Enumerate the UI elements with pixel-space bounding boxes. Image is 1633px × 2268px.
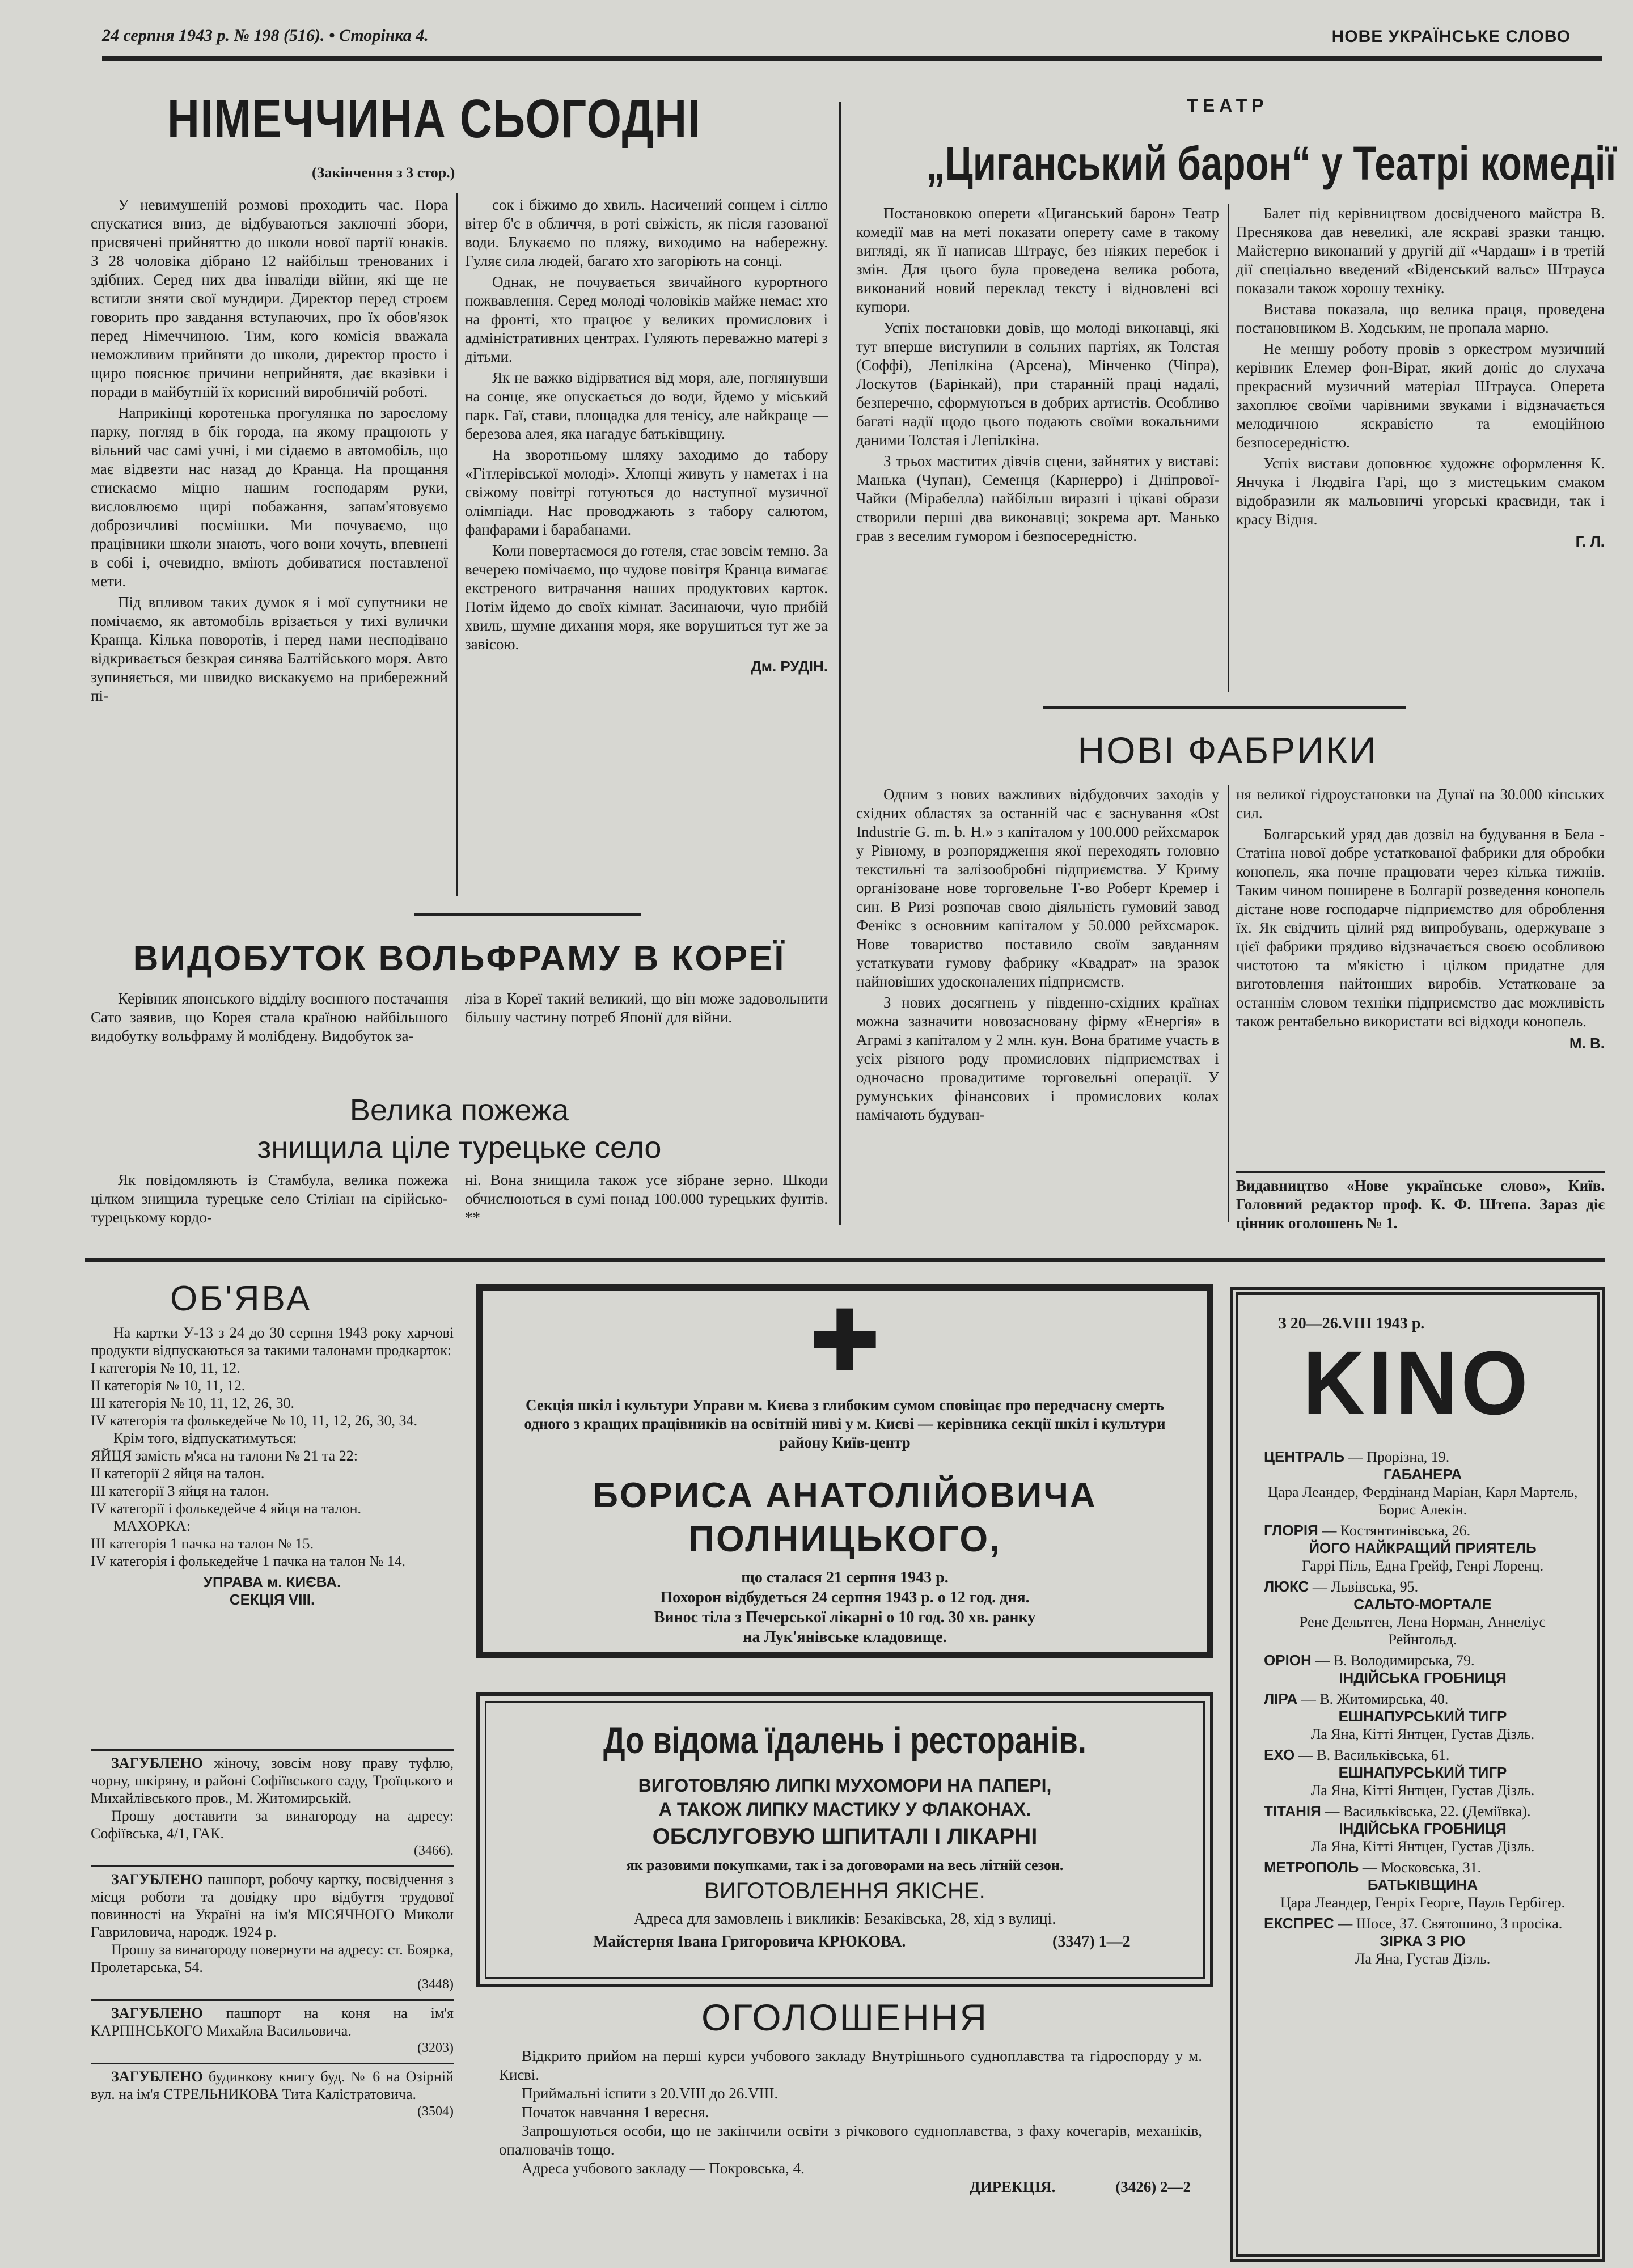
notice-line: На картки У-13 з 24 до 30 серпня 1943 року харчові продукти відпускаються за такими талонами продкарток: [91, 1325, 454, 1359]
lost-lead: ЗАГУБЛЕНО [111, 2068, 203, 2085]
cinema-addr: — Московська, 31. [1359, 1859, 1482, 1876]
lost-code: (3448) [417, 1977, 454, 1992]
cinema-name: ТІТАНІЯ [1264, 1802, 1321, 1820]
cinema-addr: — Львівська, 95. [1309, 1579, 1419, 1595]
film-title: ІНДІЙСЬКА ГРОБНИЦЯ [1339, 1669, 1507, 1686]
notice-line: ІV категорії і фолькедейче 4 яйця на талон. [91, 1500, 362, 1517]
paragraph: Вистава показала, що велика праця, проведена постановником В. Ходським, не пропала марно. [1236, 301, 1605, 336]
center-divider [839, 102, 841, 1225]
obituary-text: Секція шкіл і культури Управи м. Києва з глибоким сумом сповіщає про передчасну смерть одного з кращих працівників на освітній ниві у м. Києві — керівника секції шкіл і культури району Київ-центр [524, 1397, 1166, 1451]
cinema-name: ОРІОН [1264, 1652, 1312, 1669]
notice-line: ІV категорія та фолькедейче № 10, 11, 12, 26, 30, 34. [91, 1412, 418, 1429]
factories-col1 [856, 785, 1219, 1127]
theatre-title: „Циганський барон“ у Театрі комедії [926, 137, 1617, 190]
lost-text: будинкову книгу буд. № 6 на Озірній вул. на ім'я СТРЕЛЬНИКОВА Тита Калістратовича. [91, 2068, 454, 2102]
kino-listing [1264, 1448, 1581, 1967]
cinema-name: ЛЮКС [1264, 1578, 1309, 1595]
factories-title: НОВІ ФАБРИКИ [1077, 729, 1378, 771]
signature: Г. Л. [1575, 533, 1605, 550]
middle-rule [85, 1258, 1605, 1262]
film-cast: Цара Леандер, Генріх Георге, Пауль Гербігер. [1280, 1894, 1566, 1911]
notice-title: ОБ'ЯВА [170, 1279, 312, 1318]
paragraph: ліза в Кореї такий великий, що він може задовольнити більшу частину потреб Японії для війни. [465, 990, 828, 1026]
fire-title-line2: знищила ціле турецьке село [257, 1131, 662, 1165]
cinema-addr: — В. Житомирська, 40. [1297, 1691, 1449, 1707]
notice-line: ІІІ категорія 1 пачка на талон № 15. [91, 1535, 314, 1552]
film-cast: Ла Яна, Кітті Янтцен, Густав Дізль. [1310, 1838, 1535, 1855]
announce-line: Початок навчання 1 вересня. [522, 2104, 709, 2121]
paragraph: На зворотньому шляху заходимо до табору «Гітлерівської молоді». Хлопці живуть у наметах і на свіжому повітрі готуються до наступної музичної олімпіади. Нас проводжають з табору салютом, фанфарами і барабанами. [465, 446, 828, 538]
cinema-addr: — Костянтинівська, 26. [1318, 1522, 1471, 1539]
ad-line: як разовими покупками, так і за договорами на весь літній сезон. [626, 1857, 1064, 1873]
column-rule [1228, 785, 1229, 1222]
kino-box [1230, 1287, 1605, 2262]
film-cast: Цара Леандер, Фердінанд Маріан, Карл Мартель, Борис Алекін. [1267, 1484, 1578, 1518]
wolfram-col1 [91, 989, 448, 1048]
announce-body [499, 2047, 1202, 2197]
lost-code: (3203) [417, 2041, 454, 2055]
fire-col2 [465, 1171, 828, 1229]
notice-line: ІІ категорії 2 яйця на талон. [91, 1465, 265, 1482]
paragraph: Успіх вистави доповнює художнє оформлення К. Янчука і Людвіга Гарі, що з мистецьким смаком відобразили як мальовничі угорські краєвиди, так і красу Відня. [1236, 455, 1605, 528]
film-cast: Ла Яна, Кітті Янтцен, Густав Дізль. [1310, 1726, 1535, 1742]
announce-sign-row [499, 2178, 1202, 2197]
notice-line: МАХОРКА: [113, 1518, 191, 1534]
paragraph: Керівник японського відділу воєнного постачання Сато заявив, що Корея стала країною найбільшого видобутку вольфраму й молібдену. Видобуток за- [91, 990, 448, 1044]
masthead: НОВЕ УКРАЇНСЬКЕ СЛОВО [1331, 27, 1571, 46]
cinema-name: ЦЕНТРАЛЬ [1264, 1448, 1345, 1465]
obituary-name1: БОРИСА АНАТОЛІЙОВИЧА [593, 1476, 1097, 1515]
issue-line: 24 серпня 1943 р. № 198 (516). • Сторінка 4. [102, 26, 429, 45]
ad-line: Адреса для замовлень і викликів: Безаківська, 28, хід з вулиці. [633, 1910, 1056, 1928]
lost-lead: ЗАГУБЛЕНО [111, 2005, 203, 2021]
lost-lead: ЗАГУБЛЕНО [111, 1871, 203, 1888]
film-cast: Гаррі Піль, Една Грейф, Генрі Лоренц. [1301, 1558, 1544, 1574]
paragraph: Під впливом таких думок я і мої супутники не помічаємо, як автомобіль врізається у тихі вулички Кранца. Кілька поворотів, і перед нами несподівано відкривається безкрая синява Балтійського моря. Авто зупиняється, ми швидко вискакуємо на прибережний пі- [91, 594, 448, 704]
publisher-rule [1236, 1171, 1605, 1173]
film-cast: Рене Дельтген, Лена Норман, Аннеліус Рейнгольд. [1299, 1614, 1546, 1648]
paragraph: Як повідомляють із Стамбула, велика пожежа цілком знищила турецьке село Стіліан на сірійсько-турецькому кордо- [91, 1171, 448, 1226]
paragraph: З нових досягнень у південно-східних країнах можна зазначити новозасновану фірму «Енергія» в Аграмі з капіталом у 2 млн. кун. Вона братиме участь в усіх різного роду промислових підприємствах і одночасно провадитиме торговельні операції. У румунських фінансових і промислових колах намічають будуван- [856, 994, 1219, 1123]
germany-subtitle: (Закінчення з 3 стор.) [312, 164, 455, 181]
cinema-entry [1264, 1746, 1581, 1799]
obituary-date: що сталася 21 серпня 1943 р. [741, 1569, 949, 1586]
paragraph: сок і біжимо до хвиль. Насичений сонцем і сіллю вітер б'є в обличчя, в роті свіжість, як після газованої води. Блукаємо по пляжу, виходимо на набережну. Гуляє сила людей, багато хто загоріють на сонці. [465, 196, 828, 269]
cinema-name: ЛІРА [1264, 1690, 1298, 1707]
lost-item [91, 2063, 454, 2121]
signature: Дм. РУДІН. [751, 658, 828, 675]
cinema-name: ЕКСПРЕС [1264, 1915, 1334, 1932]
paragraph: Наприкінці коротенька прогулянка по зарослому парку, погляд в бік города, на якому працюють у вільний час самі учні, і ми сідаємо в автомобіль, що має відвезти нас назад до Кранца. На прощання стискаємо міцно нашим господарям руки, висловлюємо щирі побажання, запам'ятовуємо доброзичливі посмішки. Ми почуваємо, що працівники школи знають, чого вони хочуть, впевнені в собі і, очевидно, вміють добиватися поставленої мети. [91, 404, 448, 590]
germany-title: НІМЕЧЧИНА СЬОГОДНІ [167, 88, 701, 149]
paragraph: ня великої гідроустановки на Дунаї на 30.000 кінських сил. [1236, 786, 1605, 822]
publisher-text: Видавництво «Нове українське слово», Київ. Головний редактор проф. К. Ф. Штепа. Зараз діє цінник оголошень № 1. [1236, 1177, 1605, 1232]
cinema-entry [1264, 1578, 1581, 1648]
paragraph: З трьох маститих дівчів сцени, зайнятих у виставі: Манька (Чупан), Семенця (Карнерро) і Дніпрової-Чайки (Мірабелла) найбільш виразні і цікаві образи створили перші два виконавці; зокрема арт. Манько грав з веселим гумором і безпосередністю. [856, 452, 1219, 544]
film-title: ІНДІЙСЬКА ГРОБНИЦЯ [1339, 1820, 1507, 1837]
paragraph: Однак, не почувається звичайного курортного пожвавлення. Серед молоді чоловіків майже немає: хто на фронті, хто працює у великих промислових і адміністративних центрах. Гуляють переважно матері з дітьми. [465, 273, 828, 365]
cinema-name: ГЛОРІЯ [1264, 1522, 1318, 1539]
lost-items [91, 1749, 454, 2121]
wolfram-title: ВИДОБУТОК ВОЛЬФРАМУ В КОРЕЇ [133, 939, 786, 978]
lost-lead: ЗАГУБЛЕНО [111, 1755, 203, 1771]
factories-col2 [1236, 785, 1605, 1053]
paragraph: Коли повертаємося до готеля, стає зовсім темно. За вечерею помічаємо, що чудове повітря Кранца вимагає екстреного витрачання наших продуктових карток. Потім йдемо до своїх кімнат. Засинаючи, чую прибій хвиль, шумне дихання моря, яке ворушиться тут же за завісою. [465, 542, 828, 653]
lost-code: (3466). [414, 1843, 454, 1858]
notice-line: ІІ категорія № 10, 11, 12. [91, 1377, 246, 1394]
paragraph: Успіх постановки довів, що молоді виконавці, які тут вперше виступили в сольних партіях, як Толстая (Соффі), Лепілкіна (Арсена), Мінченко (Чіпра), Лоскутов (Барінкай), при старанній праці надалі, безперечно, сформуються в добрих артистів. Особливо багаті надії щодо цього подають своїми вокальними даними Толстая і Лепілкіна. [856, 319, 1219, 448]
film-title: ЕШНАПУРСЬКИЙ ТИГР [1338, 1764, 1507, 1781]
signature: М. В. [1569, 1035, 1605, 1052]
notice-line: ІV категорія і фолькедейче 1 пачка на талон № 14. [91, 1553, 406, 1569]
fire-title-line1: Велика пожежа [349, 1093, 569, 1127]
page-header [102, 24, 1576, 52]
film-title: ГАБАНЕРА [1383, 1466, 1462, 1483]
notice-line: Крім того, відпускатимуться: [113, 1430, 297, 1446]
lost-item [91, 1865, 454, 1994]
cinema-addr: — Шосе, 37. Святошино, 3 просіка. [1334, 1915, 1563, 1932]
film-title: ЗІРКА З РІО [1380, 1932, 1466, 1949]
lost-extra: Прошу доставити за винагороду на адресу: Софіївська, 4/1, ГАК. [91, 1808, 454, 1842]
film-title: ЕШНАПУРСЬКИЙ ТИГР [1338, 1708, 1507, 1725]
ad-line: Майстерня Івана Григоровича КРЮКОВА. [593, 1933, 906, 1950]
cinema-entry [1264, 1690, 1581, 1743]
cinema-entry [1264, 1448, 1581, 1518]
cinema-name: МЕТРОПОЛЬ [1264, 1859, 1359, 1876]
obituary-funeral1: Похорон відбудеться 24 серпня 1943 р. о 12 год. дня. [660, 1589, 1030, 1606]
publisher-note [1236, 1177, 1605, 1235]
lost-extra: Прошу за винагороду повернути на адресу: ст. Боярка, Пролетарська, 54. [91, 1941, 454, 1975]
film-cast: Ла Яна, Густав Дізль. [1355, 1950, 1491, 1967]
germany-col1 [91, 196, 448, 708]
obituary-funeral2: Винос тіла з Печерської лікарні о 10 год. 30 хв. ранку [654, 1609, 1036, 1626]
cinema-entry [1264, 1802, 1581, 1855]
kino-logo: KINO [1302, 1332, 1532, 1433]
ad-line: ВИГОТОВЛЯЮ ЛИПКІ МУХОМОРИ НА ПАПЕРІ, [638, 1775, 1052, 1796]
cinema-addr: — Васильківська, 22. (Деміївка). [1321, 1803, 1531, 1820]
restaurant-ad [476, 1692, 1213, 1987]
announce-code: (3426) 2—2 [1115, 2178, 1191, 2195]
announce-line: Запрошуються особи, що не закінчили освіти з річкового судноплавства, з фаху кочегарів, механіків, опалювачів тощо. [499, 2122, 1202, 2158]
lost-item [91, 1999, 454, 2057]
notice-line: ЯЙЦЯ замість м'яса на талони № 21 та 22: [91, 1448, 358, 1464]
film-cast: Ла Яна, Кітті Янтцен, Густав Дізль. [1310, 1782, 1535, 1799]
paragraph: Балет під керівництвом досвідченого майстра В. Преснякова дав невеликі, але яскраві зразки танцю. Майстерно виконаний у другій дії «Чардаш» і в третій дії спеціально введений «Віденський вальс» Штрауса показали також хорошу техніку. [1236, 205, 1605, 297]
cinema-addr: — В. Васильківська, 61. [1294, 1747, 1450, 1763]
notice-sign1: УПРАВА м. КИЄВА. [203, 1573, 341, 1590]
germany-col2 [465, 196, 828, 676]
paragraph: Не меншу роботу провів з оркестром музичний керівник Елемер фон-Вірат, який доніс до слухача прекрасний музичний матеріал Штрауса. Оперета захоплює своїми чарівними звуками і відзначається мелодичною яскравістю та емоційною безпосередністю. [1236, 340, 1605, 451]
fire-col1 [91, 1171, 448, 1229]
announce-line: Приймальні іспити з 20.VІІІ до 26.VІІІ. [522, 2085, 779, 2102]
obituary-box [476, 1284, 1213, 1658]
ad-line: ОБСЛУГОВУЮ ШПИТАЛІ І ЛІКАРНІ [652, 1824, 1038, 1849]
film-title: ЙОГО НАЙКРАЩИЙ ПРИЯТЕЛЬ [1309, 1539, 1537, 1556]
cinema-addr: — В. Володимирська, 79. [1311, 1652, 1475, 1669]
header-rule [102, 56, 1602, 61]
theatre-col2 [1236, 204, 1605, 551]
paragraph: У невимушеній розмові проходить час. Пора спускатися вниз, де відбуваються заключні збори, присвячені прийняттю до школи нової партії юнаків. З 28 чоловіка дібрано 12 найбільш тренованих і здібних. Серед них два інваліди війни, які ще не встигли зняти свої мундири. Директор перед строєм говорить про завдання вступаючих, про їх обов'язок перед Німеччиною. Тим, кого комісія вважала неможливим прийняти до школи, директор просто і щиро пояснює причини неприйнятя, дає вказівки і поради в майбутній їх корисний виробничій роботі. [91, 196, 448, 400]
notice-line: ІІІ категорія № 10, 11, 12, 26, 30. [91, 1395, 295, 1411]
announce-line: Відкрито прийом на перші курси учбового закладу Внутрішнього судноплавства та гідроспорду у м. Києві. [499, 2047, 1202, 2083]
column-rule [456, 193, 458, 896]
ad-line: А ТАКОЖ ЛИПКУ МАСТИКУ У ФЛАКОНАХ. [658, 1799, 1031, 1820]
theatre-kicker: ТЕАТР [1187, 95, 1268, 116]
column-rule [1228, 204, 1229, 692]
paragraph: ні. Вона знищила також усе зібране зерно. Шкоди обчислюються в сумі понад 100.000 турецьких фунтів. ** [465, 1171, 828, 1226]
paragraph: Як не важко відірватися від моря, але, поглянувши на сонце, яке опускається до води, йдемо у міський парк. Гаї, стави, площадка для тенісу, але найкраще — березова алея, яка нагадує батьківщину. [465, 369, 828, 442]
cinema-name: ЕХО [1264, 1746, 1295, 1763]
notice-sign2: СЕКЦІЯ VІІІ. [229, 1591, 315, 1608]
lost-item [91, 1749, 454, 1860]
film-title: САЛЬТО-МОРТАЛЕ [1353, 1596, 1492, 1613]
paragraph: Постановкою оперети «Циганський барон» Театр комедії мав на меті показати оперету саме в такому вигляді, як її написав Штраус, без ніяких перебок і змін. Для цього була проведена велика робота, виконаний новий переклад тексту і відновлені всі купюри. [856, 205, 1219, 315]
cinema-entry [1264, 1859, 1581, 1911]
notice-line: І категорія № 10, 11, 12. [91, 1360, 240, 1376]
lost-code: (3504) [417, 2104, 454, 2119]
cross-icon: ✚ [809, 1295, 881, 1389]
cinema-entry [1264, 1522, 1581, 1575]
lost-text: пашпорт на коня на ім'я КАРПІНСЬКОГО Михайла Васильовича. [91, 2005, 454, 2039]
ad-line: ВИГОТОВЛЕННЯ ЯКІСНЕ. [704, 1878, 985, 1903]
theatre-col1 [856, 204, 1219, 548]
cinema-entry [1264, 1915, 1581, 1967]
film-title: БАТЬКІВЩИНА [1367, 1876, 1478, 1893]
lost-text: пашпорт, робочу картку, посвідчення з місця роботи та довідку про відбуття трудової повинності на Україні на ім'я МІСЯЧНОГО Миколи Гавриловича, народж. 1924 р. [91, 1871, 454, 1940]
obituary-name2: ПОЛНИЦЬКОГО, [688, 1518, 1001, 1559]
paragraph: Одним з нових важливих відбудовчих заходів у східних областях за останній час є заснування «Ost Industrie G. m. b. H.» з капіталом у 100.000 рейхсмарок у Рівному, в розпорядження якої переходять головно текстильні та залізообробні підприємства. У Криму організоване нове торговельне Т-во Роберт Кремер і син. В Ризі розпочав свою діяльність гумовий завод Фенікс з основним капіталом у 50.000 рейхсмарок. Нове товариство поставило своїм завданням устаткувати гумову фабрику «Квадрат» на зразок найновіших удосконалених підприємств. [856, 786, 1219, 990]
paragraph: Болгарський уряд дав дозвіл на будування в Бела - Статіна нової добре устаткованої фабрики для обробки конопель, яка почне працювати через кілька тижнів. Таким чином поширене в Болгарії розведення конопель дістане нове господарче підприємство для оброблення їх. Як свідчить цілий ряд випробувань, одержуване з цієї фабрики прядиво відзначається своєю особливою чистотою та м'якістю і цілком придатне для виготовлення найтонших виробів. Устатковане за останнім словом техніки підприємство дає можливість також рентабельно використати всі відходи конопель. [1236, 826, 1605, 1030]
notice-body [91, 1324, 454, 1609]
obituary-funeral3: на Лук'янівське кладовище. [743, 1628, 947, 1646]
fire-title [91, 1091, 828, 1166]
ad-code: (3347) 1—2 [1052, 1933, 1131, 1950]
cinema-addr: — Прорізна, 19. [1344, 1449, 1450, 1465]
kino-dates: З 20—26.VІІІ 1943 р. [1278, 1315, 1425, 1332]
section-rule [1043, 706, 1406, 709]
notice-line: ІІІ категорії 3 яйця на талон. [91, 1483, 269, 1499]
ad-title: До відома їдалень і ресторанів. [603, 1719, 1086, 1761]
section-rule [414, 913, 641, 916]
announce-title: ОГОЛОШЕННЯ [701, 1996, 989, 2038]
wolfram-col2 [465, 989, 828, 1029]
announce-line: Адреса учбового закладу — Покровська, 4. [522, 2160, 805, 2177]
cinema-entry [1264, 1652, 1581, 1687]
lost-text: жіночу, зовсім нову праву туфлю, чорну, шкіряну, в районі Софіївського саду, Троїцького и Михайлівського пров., М. Житомирській. [91, 1755, 454, 1806]
announce-sign: ДИРЕКЦІЯ. [970, 2178, 1056, 2195]
